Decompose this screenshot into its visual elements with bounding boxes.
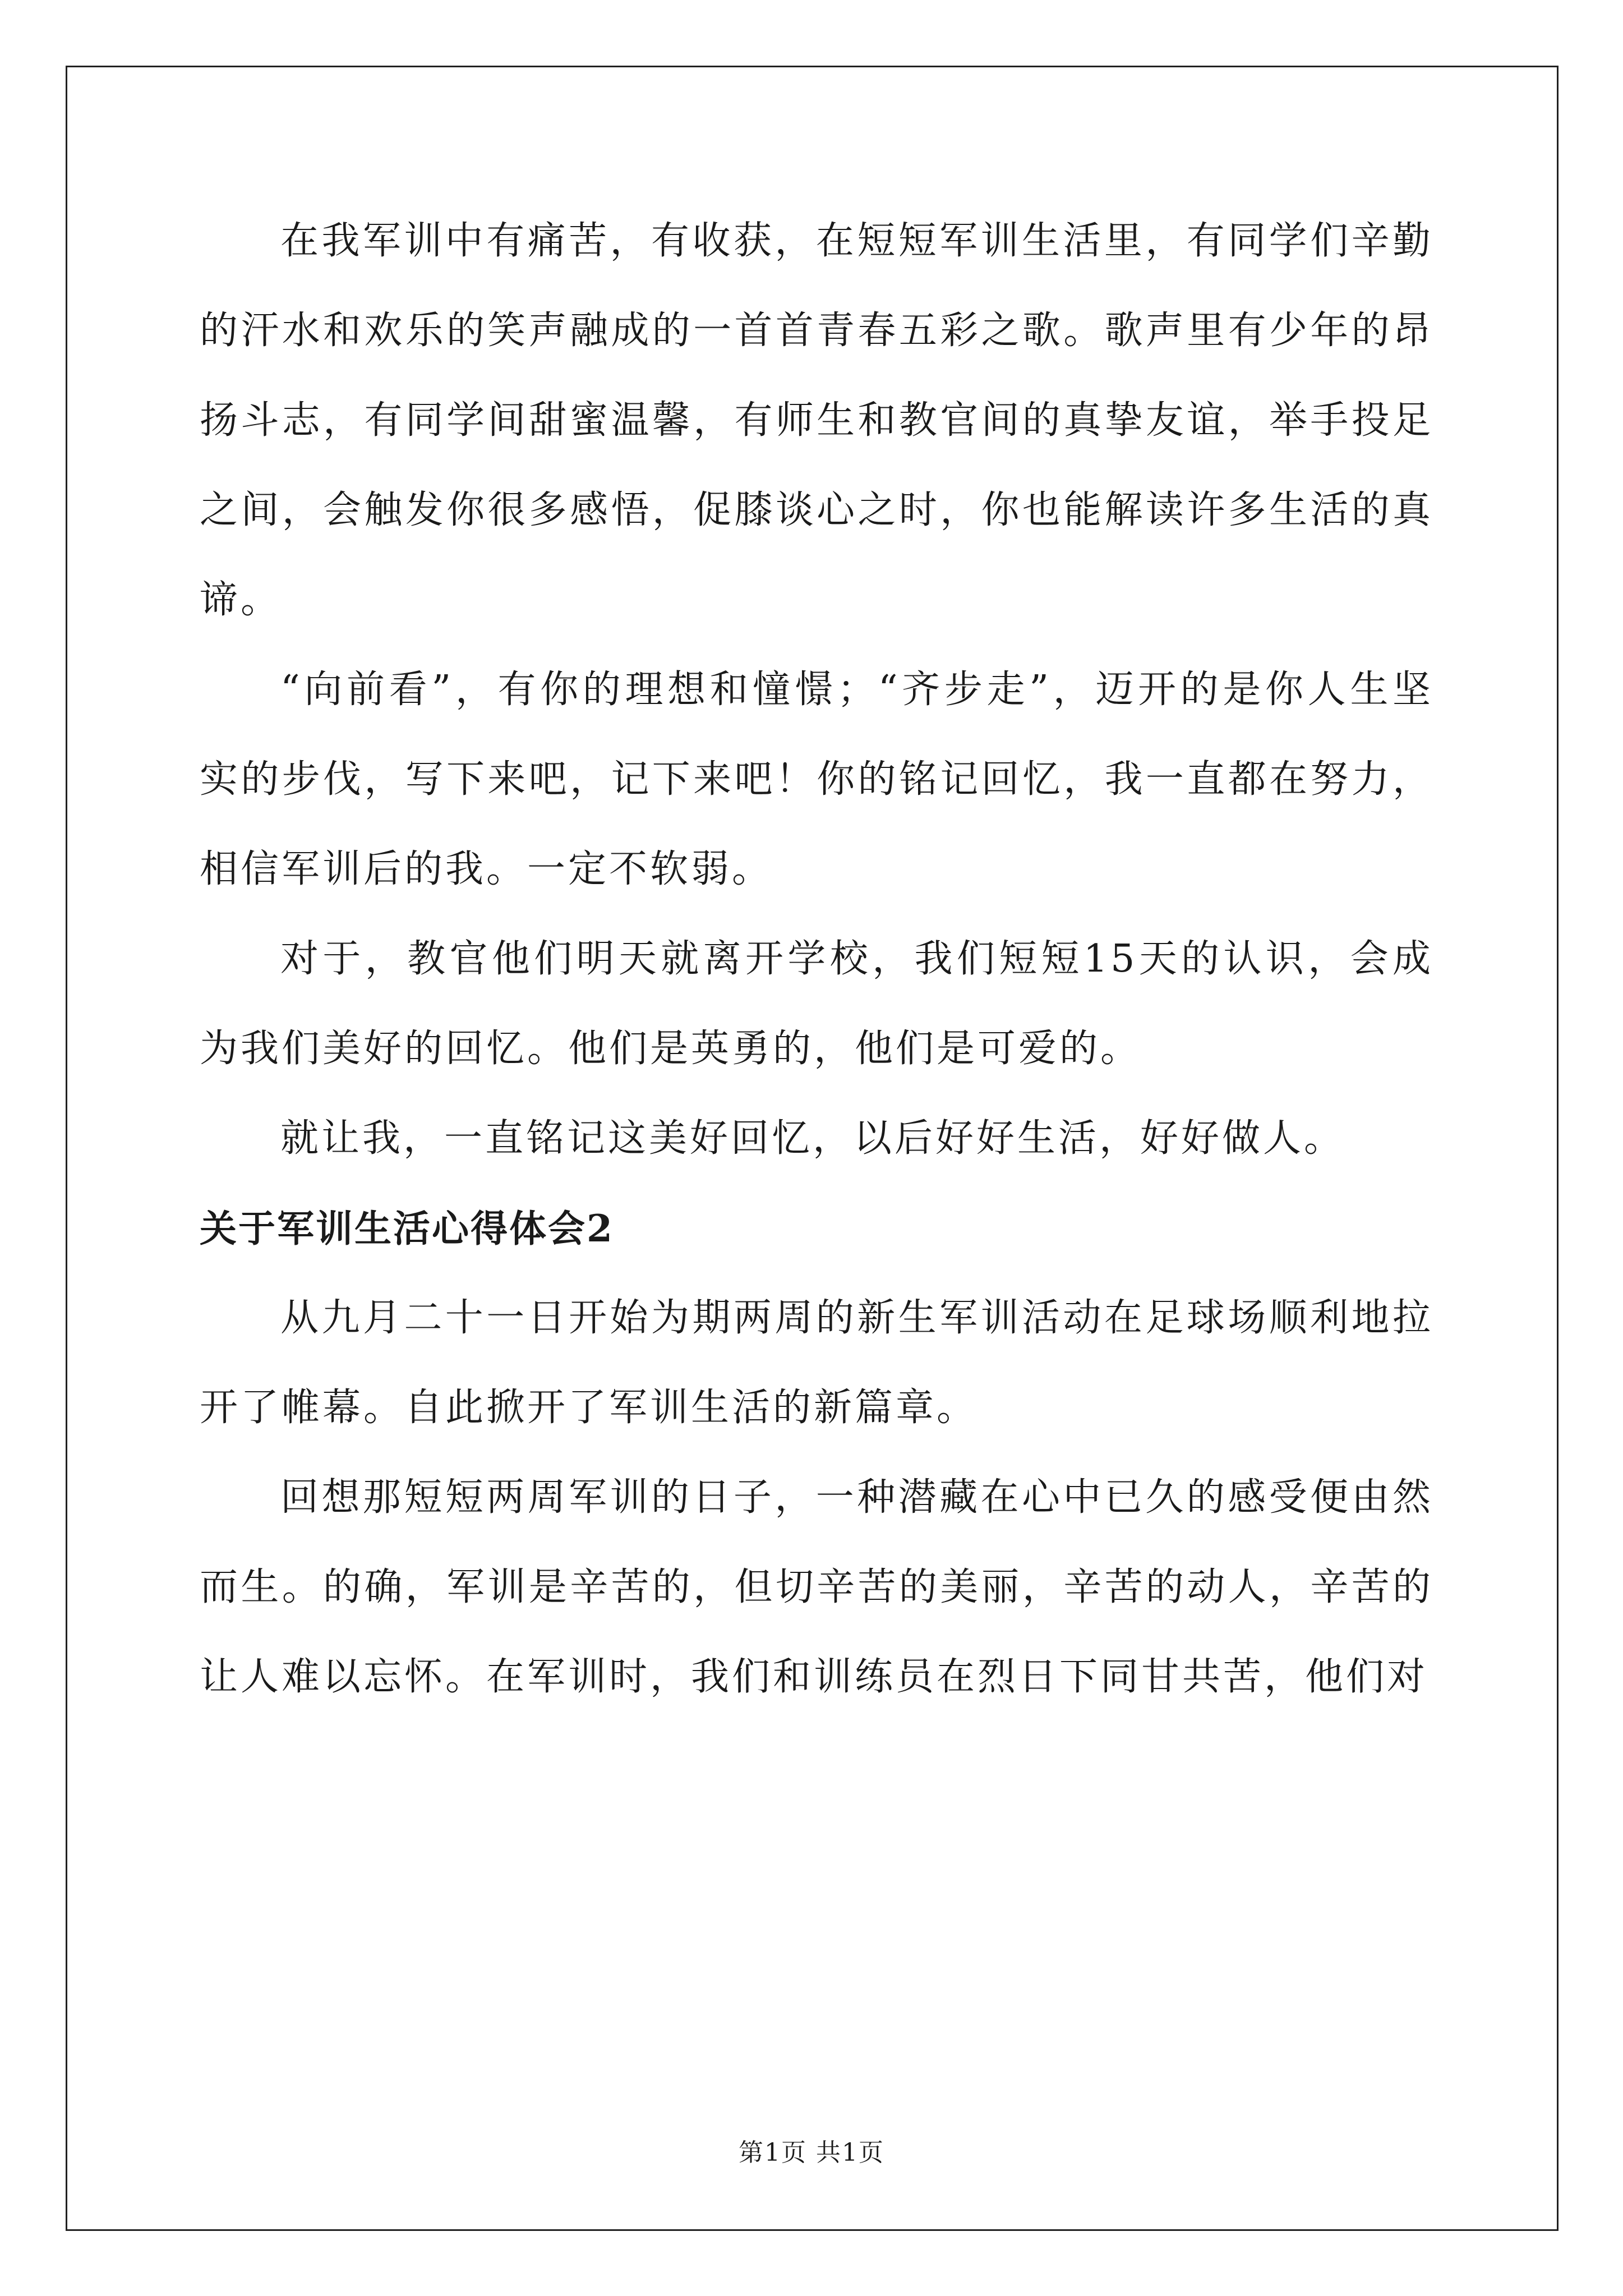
page-number-footer: 第1页 共1页 <box>739 2138 884 2167</box>
paragraph-6: 回想那短短两周军训的日子，一种潜藏在心中已久的感受便由然而生。的确，军训是辛苦的，但切辛苦的美丽，辛苦的动人，辛苦的让人难以忘怀。在军训时，我们和训练员在烈日下同甘共苦，他们对 <box>200 1475 1433 1699</box>
paragraph-3: 对于，教官他们明天就离开学校，我们短短15天的认识，会成为我们美好的回忆。他们是英勇的，他们是可爱的。 <box>200 937 1433 1071</box>
section-heading: 关于军训生活心得体会2 <box>200 1207 614 1250</box>
document-body <box>200 196 1433 1722</box>
paragraph-2: “向前看”，有你的理想和憧憬；“齐步走”，迈开的是你人生坚实的步伐，写下来吧，记下来吧！你的铭记回忆，我一直都在努力，相信军训后的我。一定不软弱。 <box>200 668 1433 891</box>
paragraph-4: 就让我，一直铭记这美好回忆，以后好好生活，好好做人。 <box>280 1116 1345 1161</box>
paragraph-5: 从九月二十一日开始为期两周的新生军训活动在足球场顺利地拉开了帷幕。自此掀开了军训生活的新篇章。 <box>200 1296 1433 1430</box>
paragraph-1: 在我军训中有痛苦，有收获，在短短军训生活里，有同学们辛勤的汗水和欢乐的笑声融成的一首首青春五彩之歌。歌声里有少年的昂扬斗志，有同学间甜蜜温馨，有师生和教官间的真挚友谊，举手投足之间，会触发你很多感悟，促膝谈心之时，你也能解读许多生活的真谛。 <box>200 219 1433 622</box>
